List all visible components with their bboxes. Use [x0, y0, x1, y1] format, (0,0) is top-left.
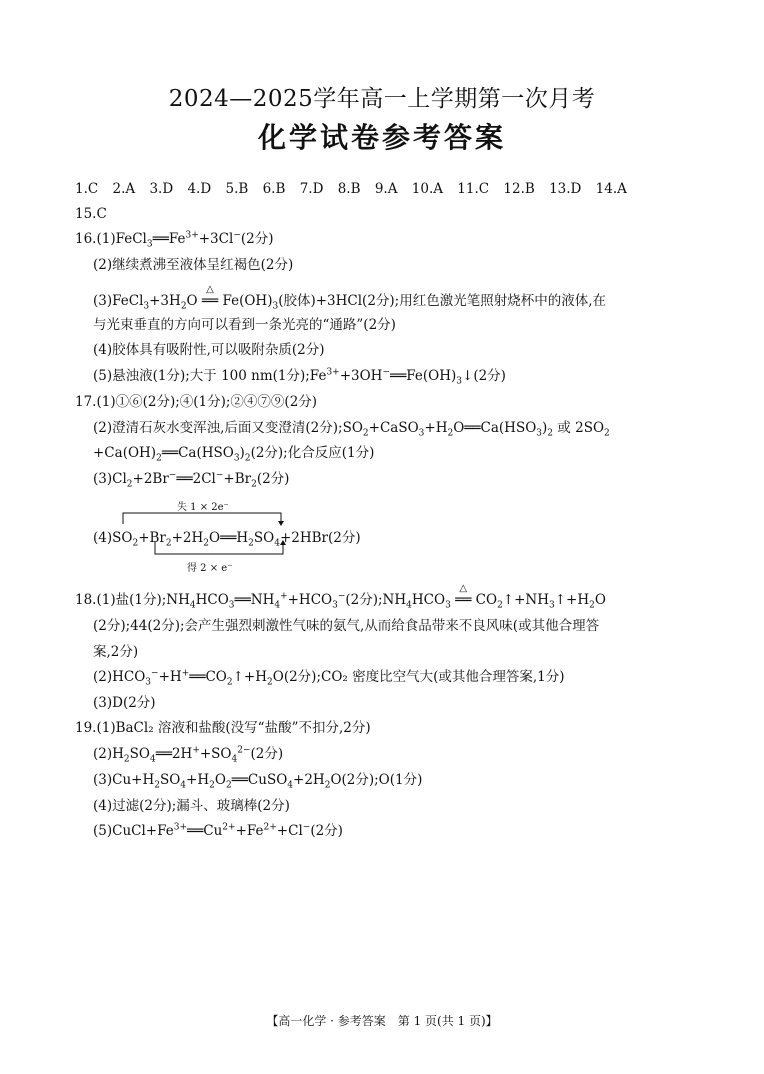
choice-answer: 14.A — [595, 181, 627, 197]
q19-part5: $(5)CuCl+Fe^{3+}══Cu^{2+}+Fe^{2+}+Cl^-(2$分) — [93, 822, 343, 839]
q17-part2-cont: $+Ca(OH)_2══Ca(HSO_3)_2(2$分);化合反应(1分) — [93, 445, 375, 464]
choice-answer: 5.B — [225, 181, 249, 197]
answer-key-title: 化学试卷参考答案 — [257, 121, 506, 154]
choice-answer: 11.C — [457, 181, 490, 197]
q19-part4: (4)过滤(2分);漏斗、玻璃棒(2分) — [93, 798, 290, 814]
q17-part2: (2)澄清石灰水变浑浊,后面又变澄清(2分)$;SO_2+CaSO_3+H_2O══Ca(HSO_3)_2$ 或 $2SO_2$ — [93, 420, 610, 439]
choice-answer: 9.A — [374, 181, 398, 197]
choice-answer: 1.C — [75, 181, 99, 197]
q17-part4-equation: $(4)SO_2+Br_2+2H_2O══H_2SO_4+2HBr(2$分) — [93, 530, 361, 549]
q17-part1: 17.(1)①⑥(2分);④(1分);②④⑦⑨(2分) — [75, 394, 318, 410]
choice-answer: 2.A — [112, 181, 136, 197]
choice-answer: 12.B — [503, 181, 535, 197]
q18-part1: 18.(1)盐(1分)$;NH_4HCO_3══NH_4^++HCO_3^-(2$分)$;NH_4HCO_3$ △ ══ $CO_2↑+NH_3↑+H_2O$ — [75, 583, 606, 611]
q17-part3: $(3)Cl_2+2Br^-══2Cl^-+Br_2(2$分) — [93, 470, 290, 490]
choice-answers-row — [75, 180, 627, 198]
q18-part3: (3)D(2分) — [93, 695, 156, 711]
q19-part1: 19.(1)BaCl₂ 溶液和盐酸(没写“盐酸”不扣分,2分) — [75, 720, 371, 736]
choice-answer: 7.D — [299, 181, 324, 197]
choice-answer: 8.B — [337, 181, 361, 197]
page-footer: 【高一化学 · 参考答案 第 1 页(共 1 页)】 — [266, 1014, 498, 1028]
q19-part2: $(2)H_2SO_4══2H^++SO_4^{2-}(2$分) — [93, 745, 284, 765]
q18-part2: $(2)HCO_3^-+H^+══CO_2↑+H_2O(2$分);CO₂ 密度比空气大(或其他合理答案,1分) — [93, 668, 565, 688]
exam-title: 2024—2025学年高一上学期第一次月考 — [168, 86, 596, 112]
q16-part4: (4)胶体具有吸附性,可以吸附杂质(2分) — [93, 342, 325, 358]
choice-answer: 10.A — [411, 181, 443, 197]
q17-part4-redox — [93, 496, 513, 576]
choice-answer: 3.D — [149, 181, 174, 197]
q16-part2: (2)继续煮沸至液体呈红褐色(2分) — [93, 257, 294, 273]
q16-part1: $16.(1)FeCl_3══Fe^{3+}+3Cl^-(2$分) — [75, 230, 274, 250]
choice-answer-15: 15.C — [75, 206, 107, 222]
q18-part1-cont2: 案,2分) — [93, 644, 139, 660]
choice-answer: 13.D — [549, 181, 582, 197]
choice-answer: 6.B — [262, 181, 286, 197]
q18-part1-cont: (2分);44(2分);会产生强烈刺激性气味的氨气,从而给食品带来不良风味(或其他合理答 — [93, 618, 600, 634]
q16-part5: (5)悬浊液(1分);大于 100 nm(1分)$;Fe^{3+}+3OH^-══Fe(OH)_3↓(2$分) — [93, 367, 506, 387]
electron-loss-label: 失 1 × 2e⁻ — [177, 502, 229, 513]
electron-gain-label: 得 2 × e⁻ — [187, 563, 233, 574]
q16-part3: $(3)FeCl_3+3H_2O$ △ ══ $Fe(OH)_3$(胶体)+3HCl(2分);用红色激光笔照射烧杯中的液体,在 — [93, 284, 607, 312]
choice-answer: 4.D — [187, 181, 212, 197]
q16-part3-cont: 与光束垂直的方向可以看到一条光亮的“通路”(2分) — [93, 317, 396, 333]
q19-part3: $(3)Cu+H_2SO_4+H_2O_2══CuSO_4+2H_2O(2$分);O(1分) — [93, 772, 423, 791]
